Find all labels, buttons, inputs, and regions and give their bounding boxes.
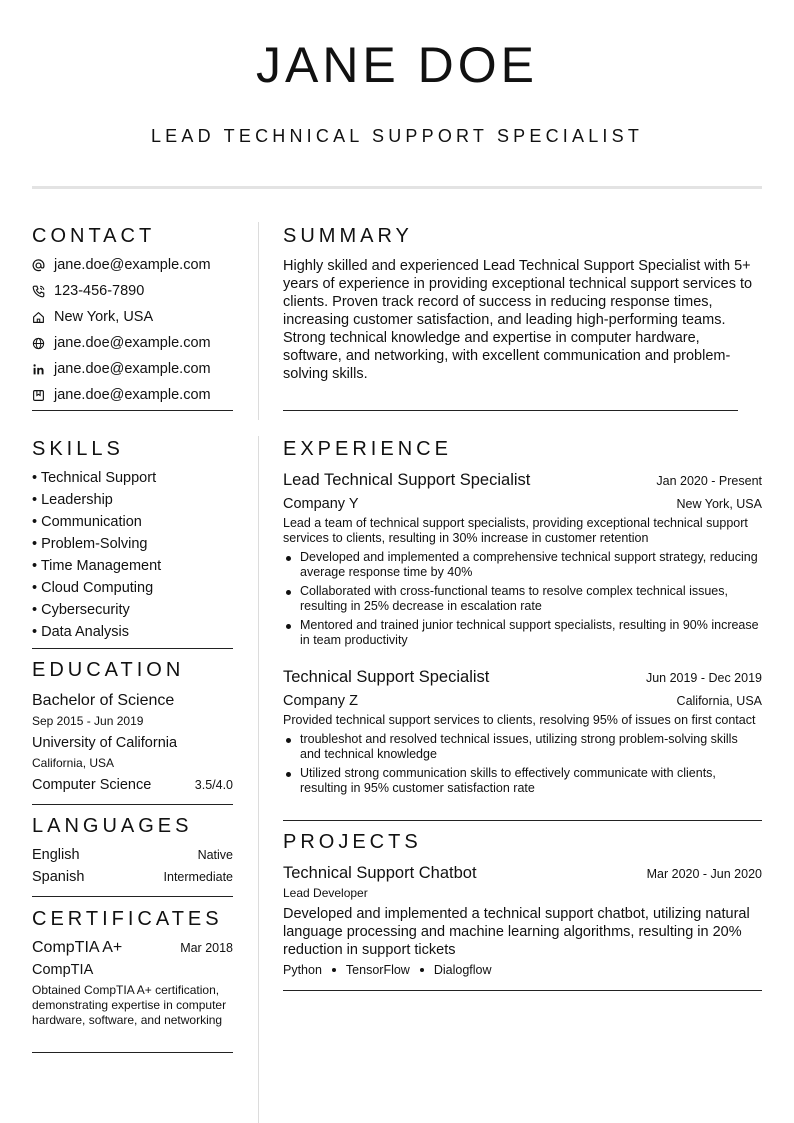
header-divider <box>32 186 762 189</box>
job-bullet: Developed and implemented a comprehensive technical support strategy, reducing average response time by 40% <box>283 550 762 580</box>
candidate-title: LEAD TECHNICAL SUPPORT SPECIALIST <box>150 126 644 146</box>
linkedin-icon <box>32 363 54 376</box>
education-degree: Bachelor of Science <box>32 692 175 709</box>
language-level: Native <box>197 848 233 862</box>
job-location: New York, USA <box>676 497 762 511</box>
projects-section <box>283 830 762 977</box>
home-icon <box>32 311 54 324</box>
language-level: Intermediate <box>163 870 233 884</box>
contact-email[interactable] <box>32 252 233 278</box>
contact-phone-text: 123-456-7890 <box>54 283 145 299</box>
skill-item: • Time Management <box>32 558 162 574</box>
language-name: Spanish <box>32 869 85 885</box>
skill-item: • Leadership <box>32 492 113 508</box>
project-role: Lead Developer <box>283 886 368 900</box>
section-title: PROJECTS <box>283 831 422 853</box>
job-bullet: troubleshot and resolved technical issues, utilizing strong problem-solving skills and technical knowledge <box>283 732 762 762</box>
job-title: Lead Technical Support Specialist <box>283 471 531 489</box>
job-dates: Jan 2020 - Present <box>656 474 762 488</box>
summary-section <box>283 224 762 383</box>
job-dates: Jun 2019 - Dec 2019 <box>645 671 762 685</box>
separator-dot <box>332 968 336 972</box>
education-dates: Sep 2015 - Jun 2019 <box>32 714 144 728</box>
job-company: Company Y <box>283 496 359 512</box>
tech-tag: Python <box>283 963 322 977</box>
certificate-description: Obtained CompTIA A+ certification, demonstrating expertise in computer hardware, software, and networking <box>32 983 227 1027</box>
job-company: Company Z <box>283 693 358 709</box>
contact-email-text: jane.doe@example.com <box>54 257 211 273</box>
experience-section <box>283 437 762 796</box>
contact-location-text: New York, USA <box>54 309 154 325</box>
divider <box>283 990 762 991</box>
job-location: California, USA <box>676 694 762 708</box>
contact-portfolio[interactable] <box>32 382 233 408</box>
contact-linkedin[interactable] <box>32 356 233 382</box>
contact-website[interactable] <box>32 330 233 356</box>
skill-item: • Problem-Solving <box>32 536 148 552</box>
skill-item: • Cybersecurity <box>32 602 130 618</box>
contact-section <box>32 224 233 408</box>
section-title: SUMMARY <box>283 225 413 247</box>
summary-text: Highly skilled and experienced Lead Technical Support Specialist with 5+ years of experience in providing exceptional technical support services to clients. Proven track record of success in reducing response times, increasing customer satisfaction, and leading high-performing teams. Strong technical knowledge and expertise in computer hardware, software, and networking, with excellent communication and problem-solving skills. <box>283 258 753 382</box>
contact-linkedin-text: jane.doe@example.com <box>54 361 211 377</box>
divider <box>32 804 233 805</box>
contact-phone[interactable] <box>32 278 233 304</box>
section-title: LANGUAGES <box>32 815 193 837</box>
skill-item: • Cloud Computing <box>32 580 154 596</box>
languages-section <box>32 814 233 888</box>
education-school: University of California <box>32 735 178 751</box>
divider <box>283 820 762 821</box>
divider <box>32 896 233 897</box>
project-description: Developed and implemented a technical support chatbot, utilizing natural language processing and machine learning algorithms, resulting in 20% reduction in support tickets <box>283 906 750 958</box>
skill-item: • Communication <box>32 514 142 530</box>
divider <box>32 648 233 649</box>
certificate-name: CompTIA A+ <box>32 939 123 956</box>
contact-portfolio-text: jane.doe@example.com <box>54 387 211 403</box>
candidate-name: JANE DOE <box>255 37 539 93</box>
job-entry <box>283 666 762 796</box>
language-item <box>32 844 233 866</box>
phone-icon <box>32 285 54 298</box>
project-name: Technical Support Chatbot <box>283 864 477 882</box>
separator-dot <box>420 968 424 972</box>
certificates-section <box>32 907 233 1028</box>
skill-item: • Data Analysis <box>32 624 129 640</box>
job-bullet: Collaborated with cross-functional teams to resolve complex technical issues, resulting in 25% decrease in escalation rate <box>283 584 762 614</box>
tech-tag: TensorFlow <box>345 963 410 977</box>
project-dates: Mar 2020 - Jun 2020 <box>646 867 762 881</box>
contact-website-text: jane.doe@example.com <box>54 335 211 351</box>
job-bullet: Utilized strong communication skills to effectively communicate with clients, resulting in 95% customer satisfaction rate <box>283 766 762 796</box>
education-location: California, USA <box>32 756 115 770</box>
divider <box>283 410 738 411</box>
language-name: English <box>32 847 80 863</box>
project-technologies <box>283 963 762 977</box>
job-description: Lead a team of technical support specialists, providing exceptional technical support services to clients, resulting in 30% increase in customer retention <box>283 516 748 545</box>
section-title: SKILLS <box>32 438 124 460</box>
section-title: EDUCATION <box>32 659 185 681</box>
column-divider <box>258 436 259 1123</box>
section-title: CONTACT <box>32 225 156 247</box>
job-entry <box>283 469 762 648</box>
skills-section <box>32 437 233 643</box>
divider <box>32 1052 233 1053</box>
section-title: CERTIFICATES <box>32 908 223 930</box>
education-gpa: 3.5/4.0 <box>194 778 233 792</box>
column-divider <box>258 222 259 420</box>
education-section <box>32 658 233 796</box>
globe-icon <box>32 337 54 350</box>
language-item <box>32 866 233 888</box>
certificate-date: Mar 2018 <box>180 941 233 955</box>
job-bullet: Mentored and trained junior technical support specialists, resulting in 90% increase in team productivity <box>283 618 762 648</box>
section-title: EXPERIENCE <box>283 438 452 460</box>
education-field: Computer Science <box>32 777 152 793</box>
certificate-issuer: CompTIA <box>32 962 94 978</box>
tech-tag: Dialogflow <box>433 963 492 977</box>
at-icon <box>32 259 54 272</box>
job-title: Technical Support Specialist <box>283 668 490 686</box>
divider <box>32 410 233 411</box>
portfolio-icon <box>32 389 54 402</box>
skill-item: • Technical Support <box>32 470 157 486</box>
contact-location <box>32 304 233 330</box>
job-description: Provided technical support services to clients, resolving 95% of issues on first contact <box>283 713 756 727</box>
